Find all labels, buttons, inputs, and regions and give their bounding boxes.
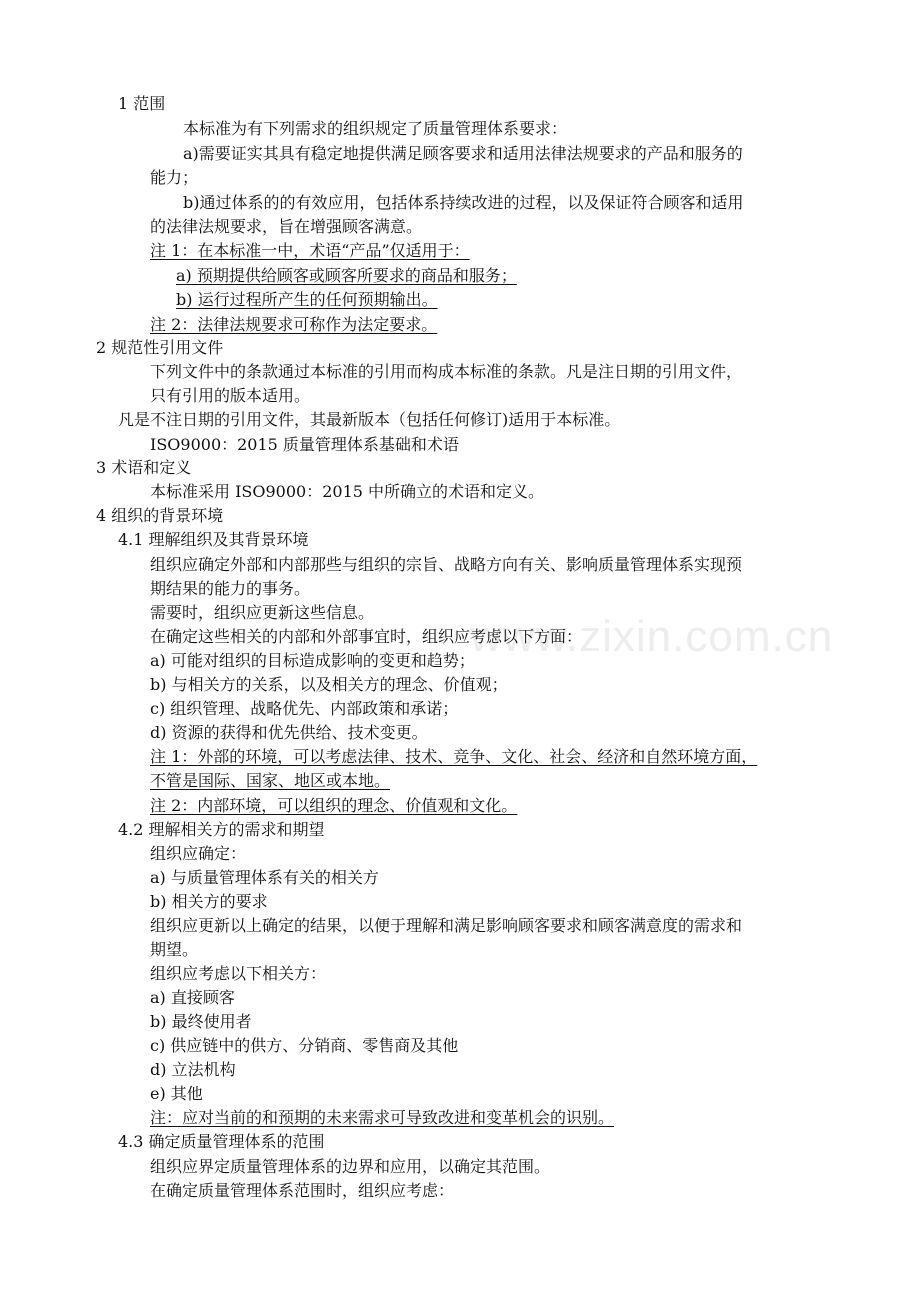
list-item: b)通过体系的的有效应用，包括体系持续改进的过程，以及保证符合顾客和适用: [183, 193, 744, 212]
heading-4: 4 组织的背景环境: [96, 506, 224, 525]
subheading-4-3: 4.3 确定质量管理体系的范围: [118, 1132, 325, 1151]
list-item: a) 与质量管理体系有关的相关方: [150, 868, 379, 887]
paragraph-line: 凡是不注日期的引用文件，其最新版本（包括任何修订)适用于本标准。: [118, 410, 621, 429]
heading-2: 2 规范性引用文件: [96, 338, 224, 357]
heading-1: 1 范围: [118, 94, 166, 113]
list-item: a) 可能对组织的目标造成影响的变更和趋势；: [150, 651, 475, 670]
list-item: d) 立法机构: [150, 1060, 236, 1079]
list-item: b) 最终使用者: [150, 1012, 252, 1031]
paragraph-line: 下列文件中的条款通过本标准的引用而构成本标准的条款。凡是注日期的引用文件，: [150, 362, 743, 381]
subheading-4-1: 4.1 理解组织及其背景环境: [118, 530, 309, 549]
list-item: d) 资源的获得和优先供给、技术变更。: [150, 723, 428, 742]
paragraph-line: 期结果的能力的事务。: [150, 579, 311, 598]
heading-3: 3 术语和定义: [96, 458, 192, 477]
note-line: 注 2：法律法规要求可称作为法定要求。: [150, 315, 438, 334]
list-item: b) 与相关方的关系，以及相关方的理念、价值观；: [150, 675, 508, 694]
paragraph-line: 在确定这些相关的内部和外部事宜时，组织应考虑以下方面：: [150, 627, 583, 646]
list-item: b) 相关方的要求: [150, 892, 268, 911]
paragraph-line: 的法律法规要求，旨在增强顾客满意。: [150, 217, 423, 236]
paragraph-line: 组织应界定质量管理体系的边界和应用，以确定其范围。: [150, 1157, 551, 1176]
list-item: c) 供应链中的供方、分销商、零售商及其他: [150, 1036, 459, 1055]
paragraph-line: 能力；: [150, 168, 199, 187]
note-line: a) 预期提供给顾客或顾客所要求的商品和服务；: [176, 266, 517, 285]
paragraph-line: 组织应考虑以下相关方：: [150, 964, 327, 983]
paragraph-line: 只有引用的版本适用。: [150, 386, 311, 405]
list-item: a)需要证实其具有稳定地提供满足顾客要求和适用法律法规要求的产品和服务的: [183, 144, 743, 163]
subheading-4-2: 4.2 理解相关方的需求和期望: [118, 820, 325, 839]
watermark: www.zixin.com.cn: [470, 612, 834, 661]
paragraph-line: 本标准采用 ISO9000：2015 中所确立的术语和定义。: [150, 482, 545, 501]
list-item: c) 组织管理、战略优先、内部政策和承诺；: [150, 699, 459, 718]
paragraph-line: 组织应更新以上确定的结果，以便于理解和满足影响顾客要求和顾客满意度的需求和: [150, 916, 743, 935]
note-line: 注 1：外部的环境，可以考虑法律、技术、竞争、文化、社会、经济和自然环境方面，: [150, 747, 758, 766]
note-line: b) 运行过程所产生的任何预期输出。: [176, 290, 438, 309]
paragraph-line: ISO9000：2015 质量管理体系基础和术语: [150, 435, 459, 454]
note-line: 注：应对当前的和预期的未来需求可导致改进和变革机会的识别。: [150, 1108, 615, 1127]
list-item: e) 其他: [150, 1084, 203, 1103]
paragraph-line: 在确定质量管理体系范围时，组织应考虑：: [150, 1181, 455, 1200]
paragraph-line: 组织应确定外部和内部那些与组织的宗旨、战略方向有关、影响质量管理体系实现预: [150, 555, 743, 574]
list-item: a) 直接顾客: [150, 988, 235, 1007]
paragraph-line: 需要时，组织应更新这些信息。: [150, 603, 375, 622]
paragraph-line: 本标准为有下列需求的组织规定了质量管理体系要求：: [183, 119, 568, 138]
paragraph-line: 期望。: [150, 940, 199, 959]
note-line: 注 2：内部环境，可以组织的理念、价值观和文化。: [150, 796, 518, 815]
note-line: 注 1：在本标准一中，术语“产品”仅适用于：: [150, 241, 470, 260]
note-line: 不管是国际、国家、地区或本地。: [150, 771, 391, 790]
paragraph-line: 组织应确定：: [150, 844, 247, 863]
